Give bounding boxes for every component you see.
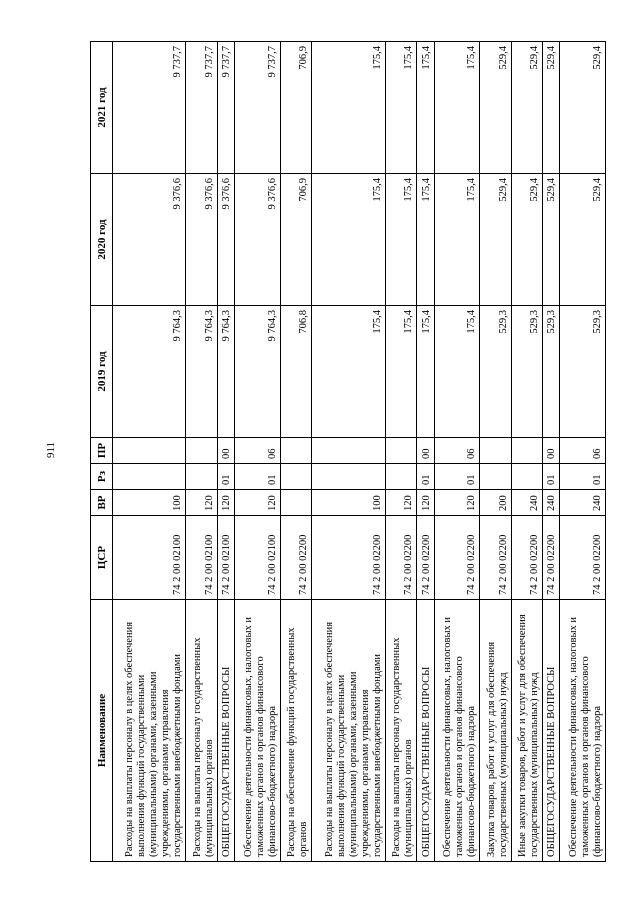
cell-rz	[113, 464, 186, 490]
table-body	[113, 42, 606, 862]
header-pr: ПР	[91, 438, 113, 464]
cell-pr: 06	[434, 438, 479, 464]
header-rz: Рз	[91, 464, 113, 490]
cell-vr: 100	[113, 490, 186, 516]
cell-csr: 74 2 00 02200	[417, 516, 434, 600]
cell-pr	[280, 438, 311, 464]
cell-2020: 175,4	[417, 174, 434, 306]
cell-name: Обеспечение деятельности финансовых, налоговых и таможенных органов и органов финансового (финансово-бюджетного) надзора	[434, 600, 479, 862]
table-row	[280, 42, 311, 862]
cell-rz: 01	[434, 464, 479, 490]
cell-rz: 01	[542, 464, 559, 490]
cell-2020: 9 376,6	[235, 174, 280, 306]
cell-vr: 200	[480, 490, 511, 516]
table-row	[385, 42, 416, 862]
cell-pr: 00	[217, 438, 234, 464]
cell-name: ОБЩЕГОСУДАРСТВЕННЫЕ ВОПРОСЫ	[417, 600, 434, 862]
cell-name: Обеспечение деятельности финансовых, налоговых и таможенных органов и органов финансового (финансово-бюджетного) надзора	[560, 600, 606, 862]
cell-2021: 9 737,7	[113, 42, 186, 174]
table-row	[113, 42, 186, 862]
cell-csr: 74 2 00 02200	[280, 516, 311, 600]
cell-rz	[186, 464, 217, 490]
cell-csr: 74 2 00 02200	[480, 516, 511, 600]
table-row	[434, 42, 479, 862]
cell-pr	[186, 438, 217, 464]
cell-rz: 01	[417, 464, 434, 490]
cell-csr: 74 2 00 02200	[560, 516, 606, 600]
cell-2020: 9 376,6	[186, 174, 217, 306]
cell-pr	[385, 438, 416, 464]
table-row	[417, 42, 434, 862]
budget-table	[90, 41, 606, 862]
cell-2021: 529,4	[511, 42, 542, 174]
cell-2019: 9 764,3	[235, 306, 280, 438]
cell-2019: 706,8	[280, 306, 311, 438]
cell-2019: 175,4	[312, 306, 385, 438]
cell-pr	[312, 438, 385, 464]
cell-pr: 06	[560, 438, 606, 464]
cell-name: Иные закупки товаров, работ и услуг для обеспечения государственных (муниципальных) нужд	[511, 600, 542, 862]
cell-csr: 74 2 00 02100	[235, 516, 280, 600]
cell-vr: 120	[186, 490, 217, 516]
cell-2020: 175,4	[385, 174, 416, 306]
cell-name: Закупка товаров, работ и услуг для обеспечения государственных (муниципальных) нужд	[480, 600, 511, 862]
header-2020: 2020 год	[91, 174, 113, 306]
cell-2019: 529,3	[480, 306, 511, 438]
table-row	[560, 42, 606, 862]
table-row	[235, 42, 280, 862]
cell-name: Расходы на выплаты персоналу государственных (муниципальных) органов	[186, 600, 217, 862]
cell-2021: 175,4	[434, 42, 479, 174]
cell-2020: 529,4	[511, 174, 542, 306]
cell-vr: 120	[385, 490, 416, 516]
cell-2019: 175,4	[385, 306, 416, 438]
cell-csr: 74 2 00 02200	[434, 516, 479, 600]
cell-name: ОБЩЕГОСУДАРСТВЕННЫЕ ВОПРОСЫ	[217, 600, 234, 862]
table-row	[186, 42, 217, 862]
budget-table-rotated	[90, 42, 606, 862]
cell-name: Обеспечение деятельности финансовых, налоговых и таможенных органов и органов финансового (финансово-бюджетного) надзора	[235, 600, 280, 862]
cell-rz	[480, 464, 511, 490]
cell-rz	[280, 464, 311, 490]
cell-2019: 529,3	[542, 306, 559, 438]
cell-2021: 706,9	[280, 42, 311, 174]
cell-2021: 175,4	[385, 42, 416, 174]
cell-2020: 9 376,6	[113, 174, 186, 306]
cell-2020: 175,4	[434, 174, 479, 306]
cell-vr: 120	[217, 490, 234, 516]
cell-2020: 529,4	[480, 174, 511, 306]
cell-2021: 175,4	[417, 42, 434, 174]
cell-vr: 120	[434, 490, 479, 516]
cell-pr: 06	[235, 438, 280, 464]
cell-2021: 9 737,7	[235, 42, 280, 174]
cell-vr: 240	[511, 490, 542, 516]
cell-pr: 00	[417, 438, 434, 464]
cell-rz: 01	[217, 464, 234, 490]
cell-rz: 01	[235, 464, 280, 490]
cell-name: Расходы на обеспечение функций государственных органов	[280, 600, 311, 862]
cell-2020: 529,4	[542, 174, 559, 306]
cell-2021: 9 737,7	[186, 42, 217, 174]
header-2019: 2019 год	[91, 306, 113, 438]
cell-2019: 529,3	[511, 306, 542, 438]
cell-2021: 175,4	[312, 42, 385, 174]
header-name: Наименование	[91, 600, 113, 862]
cell-csr: 74 2 00 02200	[542, 516, 559, 600]
table-row	[217, 42, 234, 862]
cell-pr	[113, 438, 186, 464]
table-row	[312, 42, 385, 862]
table-row	[542, 42, 559, 862]
cell-rz	[385, 464, 416, 490]
cell-2021: 529,4	[560, 42, 606, 174]
cell-pr	[480, 438, 511, 464]
cell-2020: 529,4	[560, 174, 606, 306]
cell-2021: 529,4	[480, 42, 511, 174]
cell-csr: 74 2 00 02100	[217, 516, 234, 600]
cell-2019: 529,3	[560, 306, 606, 438]
cell-vr: 120	[235, 490, 280, 516]
cell-name: Расходы на выплаты персоналу в целях обеспечения выполнения функций государственными (муниципальными) органами, казенными учреждениями, органами управления государственными внебюджетными фондами	[113, 600, 186, 862]
cell-vr: 120	[417, 490, 434, 516]
cell-csr: 74 2 00 02100	[113, 516, 186, 600]
cell-rz	[511, 464, 542, 490]
cell-2019: 175,4	[417, 306, 434, 438]
cell-csr: 74 2 00 02200	[312, 516, 385, 600]
cell-pr	[511, 438, 542, 464]
cell-vr: 240	[542, 490, 559, 516]
cell-rz	[312, 464, 385, 490]
cell-vr: 100	[312, 490, 385, 516]
cell-rz: 01	[560, 464, 606, 490]
cell-name: Расходы на выплаты персоналу в целях обеспечения выполнения функций государственными (муниципальными) органами, казенными учреждениями, органами управления государственными внебюджетными фондами	[312, 600, 385, 862]
table-row	[511, 42, 542, 862]
cell-2019: 9 764,3	[186, 306, 217, 438]
cell-2020: 9 376,6	[217, 174, 234, 306]
table-row	[480, 42, 511, 862]
cell-2019: 9 764,3	[217, 306, 234, 438]
cell-2019: 175,4	[434, 306, 479, 438]
cell-vr: 240	[560, 490, 606, 516]
cell-2020: 175,4	[312, 174, 385, 306]
cell-2019: 9 764,3	[113, 306, 186, 438]
cell-vr	[280, 490, 311, 516]
cell-name: Расходы на выплаты персоналу государственных (муниципальных) органов	[385, 600, 416, 862]
cell-name: ОБЩЕГОСУДАРСТВЕННЫЕ ВОПРОСЫ	[542, 600, 559, 862]
cell-pr: 00	[542, 438, 559, 464]
cell-csr: 74 2 00 02200	[385, 516, 416, 600]
cell-csr: 74 2 00 02200	[511, 516, 542, 600]
header-vr: ВР	[91, 490, 113, 516]
page-number: 911	[45, 441, 57, 459]
cell-2020: 706,9	[280, 174, 311, 306]
header-csr: ЦСР	[91, 516, 113, 600]
header-2021: 2021 год	[91, 42, 113, 174]
cell-2021: 9 737,7	[217, 42, 234, 174]
cell-csr: 74 2 00 02100	[186, 516, 217, 600]
table-header-row	[91, 42, 113, 862]
cell-2021: 529,4	[542, 42, 559, 174]
